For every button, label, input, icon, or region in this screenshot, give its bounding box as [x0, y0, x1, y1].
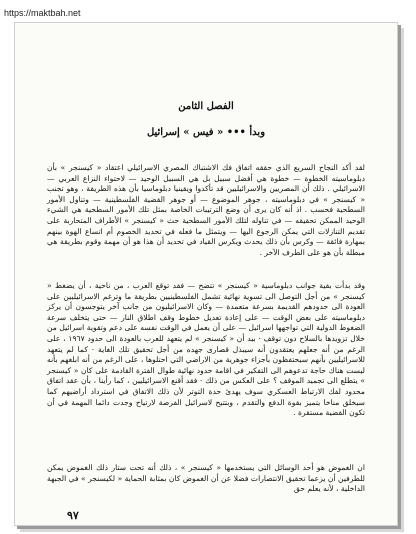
body-paragraph: ان الغموض هو أحد الوسائل التي يستخدمها « كيسنجر » ، ذلك أنه تحت ستار ذلك الغموض يمكن للطرفين أن يزعما تحقيق الانتصارات فضلا عن أن الغموض كان بمثابة الحماية « لكيسنجر » في الجبهة الداخلية ، لأنه يعلم حق	[47, 463, 365, 494]
body-paragraph: لقد أكد النجاح السريع الذي حققه اتفاق فك الاشتباك المصري الاسرائيلي اعتقاد « كيسنجر » بأن دبلوماسيته الخطوة — خطوة هي أفضل سبيل بل هي السبيل الوحيد — لاحتواء النزاع العربي — الاسرائيلي . ذلك أن المصريين والاسرائيليين قد تأكدوا ويقينيا دبلوماسيا بأن هذه الطريقة ، وهو تجنب « كيسنجر » في دبلوماسيته ، جوهر الموضوع — أو جوهر القضية الفلسطينية — وتناول الأمور السطحية فحسب . اذ أنه كان يرى أن وضع الترتيبات الخاصة بمثل تلك الأمور السطحية هي الشيء الوحيد الممكن تحقيقه — في تناوله لتلك الأمور السطحية حث « كيسنجر » الأطراف المتحاربة على تقديم التنازلات التي يمكن الرجوع اليها — ويتمثل ما فعله في تحديد الخصوم أم اتساع الهوة بينهم بمهارة فائقة — وكرس بأن ذلك يحدث ويكرس القياد في تحديد أن هذا هو أن مهمة وقوم بطريقة هي مبطلة بأن هو على الطرف الآخر .	[47, 163, 365, 257]
chapter-subtitle: وبدأ ••• « فيس » إسرائيل	[146, 127, 266, 138]
chapter-title: الفصل الثامن	[178, 101, 234, 112]
body-paragraph: وقد بدأت بقية جوانب دبلوماسية « كيسنجر » تتضح — فقد توقع العرب ، من ناحية ، أن يضغط « كيسنجر » من أجل التوصل الى تسوية نهائية تشمل الفلسطينيين بطريقة ما وترغم الاسرائيليين على العودة الى حدودهم القديمة بسرعة متعمدة — وكان الاسرائيليون من جانب آخر يتوجسون أن يركز دبلوماسيته على بعض الوقت — على إعادة تعديل خطوط وقف اطلاق النار — حتى يتخلف سرعة الضغوط الدولية التي تواجهها اسرائيل — على أن يعمل في الوقت نفسه على دعم وتقوية اسرائيل من خلال تزويدها بالسلاح دون توقف · بيد أن « كيسنجر » لم يتعهد للعرب بالعودة الى حدود ١٩٦٧ ، على الرغم من أنه جعلهم يعتقدون أنه سيبذل قصارى جهده من أجل تحقيق تلك الغاية · كما لم يتعهد للاسرائيليين بأنهم سيحتفظون بأجزاء جوهرية من الاراضي التي احتلوها ، على الرغم من أنه ابلغهم بأنه ليست هناك حاجة تدعوهم الى التفكير في اقامة حدود نهائية طوال الفترة القادمة على كان « كيسنجر » يتطلع الى تجميد الموقف ؟ على العكس من ذلك · فقد أقنع الاسرائيليين ، كما رأينا ، بأن عقد اتفاق محدود لفك الارتباط العسكري سوف يهدئ حدة التوتر لأن ذلك الاتفاق في استرداد أراضيهم كما سيخلق مناخا يتميز بقوة الدفع والتقدم ، وبتتيح لاسرائيل الفرصة لارتياح وجدت دائما المهمة في أن تكون القضية مستقرة .	[47, 281, 365, 418]
page-number: ٩٧	[67, 509, 79, 522]
site-url: https://maktbah.net	[4, 8, 81, 18]
book-page	[14, 22, 398, 526]
